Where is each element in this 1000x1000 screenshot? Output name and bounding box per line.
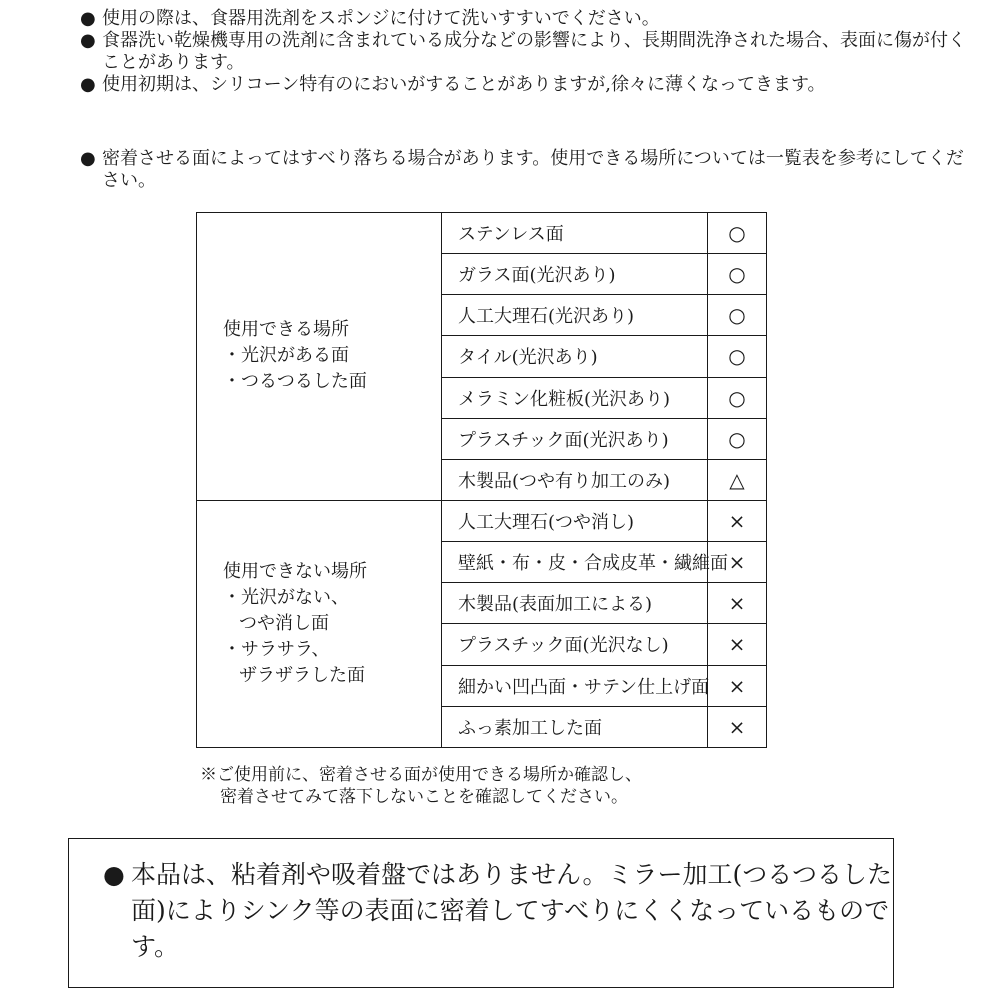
table-row bbox=[197, 500, 767, 541]
surface-name: 木製品(表面加工による) bbox=[442, 583, 708, 624]
usage-notes bbox=[80, 8, 980, 192]
bullet-icon: ● bbox=[80, 148, 96, 169]
suitability-mark: ○ bbox=[708, 377, 767, 418]
note-text: 食器洗い乾燥機専用の洗剤に含まれている成分などの影響により、長期間洗浄された場合、表面に傷が付くことがあります。 bbox=[102, 30, 966, 73]
usable-title: 使用できる場所 bbox=[223, 319, 349, 341]
unusable-condition: つや消し面 bbox=[239, 612, 329, 634]
surface-name: タイル(光沢あり) bbox=[442, 336, 708, 377]
notice-text-block bbox=[103, 857, 901, 965]
surface-name: 壁紙・布・皮・合成皮革・繊維面 bbox=[442, 542, 708, 583]
surface-name: 人工大理石(つや消し) bbox=[442, 500, 708, 541]
unusable-condition: ザラザラした面 bbox=[239, 664, 365, 686]
surface-name: ふっ素加工した面 bbox=[442, 706, 708, 747]
usage-note bbox=[80, 8, 980, 30]
usable-places-cell bbox=[197, 213, 442, 501]
unusable-title: 使用できない場所 bbox=[223, 560, 367, 582]
suitability-mark: △ bbox=[708, 459, 767, 500]
unusable-places-cell bbox=[197, 500, 442, 747]
bullet-icon: ● bbox=[80, 8, 96, 29]
notice-text: 本品は、粘着剤や吸着盤ではありません。ミラー加工(つるつるした面)によりシンク等の表面に密着してすべりにくくなっているものです。 bbox=[131, 860, 893, 961]
footnote-line: 密着させてみて落下しないことを確認してください。 bbox=[220, 787, 628, 807]
note-text: 使用の際は、食器用洗剤をスポンジに付けて洗いすすいでください。 bbox=[102, 8, 660, 29]
suitability-mark: × bbox=[708, 624, 767, 665]
surface-name: 人工大理石(光沢あり) bbox=[442, 295, 708, 336]
surface-name: プラスチック面(光沢なし) bbox=[442, 624, 708, 665]
suitability-mark: × bbox=[708, 542, 767, 583]
bullet-icon: ● bbox=[103, 860, 125, 889]
footnote bbox=[200, 764, 800, 808]
footnote-line: ※ご使用前に、密着させる面が使用できる場所か確認し、 bbox=[200, 765, 642, 785]
surface-name: ガラス面(光沢あり) bbox=[442, 254, 708, 295]
suitability-mark: ○ bbox=[708, 254, 767, 295]
notice-box bbox=[68, 838, 894, 988]
usage-note bbox=[80, 30, 980, 74]
note-text: 密着させる面によってはすべり落ちる場合があります。使用できる場所については一覧表を参考にしてください。 bbox=[102, 148, 964, 191]
suitability-mark: × bbox=[708, 706, 767, 747]
suitability-mark: × bbox=[708, 500, 767, 541]
surface-name: 細かい凹凸面・サテン仕上げ面 bbox=[442, 665, 708, 706]
unusable-condition: ・サラサラ、 bbox=[223, 638, 330, 660]
bullet-icon: ● bbox=[80, 74, 96, 95]
bullet-icon: ● bbox=[80, 30, 96, 51]
surface-name: 木製品(つや有り加工のみ) bbox=[442, 459, 708, 500]
suitability-mark: ○ bbox=[708, 213, 767, 254]
surface-compatibility-table bbox=[196, 212, 767, 748]
suitability-mark: ○ bbox=[708, 336, 767, 377]
suitability-mark: ○ bbox=[708, 295, 767, 336]
usage-note bbox=[80, 74, 980, 96]
usage-note bbox=[80, 148, 980, 192]
suitability-mark: × bbox=[708, 665, 767, 706]
unusable-condition: ・光沢がない、 bbox=[223, 586, 349, 608]
surface-name: メラミン化粧板(光沢あり) bbox=[442, 377, 708, 418]
surface-name: ステンレス面 bbox=[442, 213, 708, 254]
note-text: 使用初期は、シリコーン特有のにおいがすることがありますが,徐々に薄くなってきます。 bbox=[102, 74, 826, 95]
usable-condition: ・つるつるした面 bbox=[223, 371, 367, 393]
suitability-mark: × bbox=[708, 583, 767, 624]
surface-name: プラスチック面(光沢あり) bbox=[442, 418, 708, 459]
table-row bbox=[197, 213, 767, 254]
usable-condition: ・光沢がある面 bbox=[223, 345, 349, 367]
suitability-mark: ○ bbox=[708, 418, 767, 459]
